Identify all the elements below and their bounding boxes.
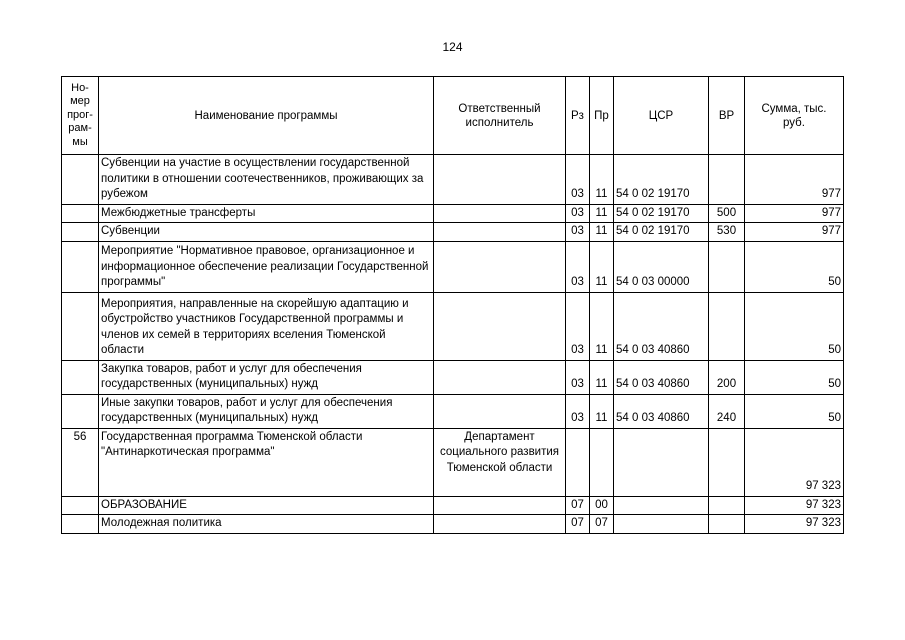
cell-pr: 00	[590, 496, 614, 515]
table-row	[62, 394, 844, 428]
cell-exec	[434, 394, 566, 428]
cell-name: ОБРАЗОВАНИЕ	[99, 496, 434, 515]
cell-exec	[434, 292, 566, 360]
header-expense-type: ВР	[709, 77, 745, 155]
cell-pr: 11	[590, 394, 614, 428]
table-row	[62, 241, 844, 292]
cell-sum: 97 323	[745, 428, 844, 496]
cell-vr: 500	[709, 204, 745, 223]
cell-vr: 530	[709, 223, 745, 242]
cell-rz: 03	[566, 292, 590, 360]
cell-vr	[709, 428, 745, 496]
cell-sum: 977	[745, 223, 844, 242]
cell-exec	[434, 204, 566, 223]
cell-sum: 97 323	[745, 496, 844, 515]
cell-csr: 54 0 02 19170	[614, 223, 709, 242]
cell-name: Молодежная политика	[99, 515, 434, 534]
cell-rz: 03	[566, 394, 590, 428]
table-header-row	[62, 77, 844, 155]
cell-name: Закупка товаров, работ и услуг для обеспечения государственных (муниципальных) нужд	[99, 360, 434, 394]
cell-exec	[434, 223, 566, 242]
cell-sum: 97 323	[745, 515, 844, 534]
cell-sum: 50	[745, 360, 844, 394]
cell-num	[62, 496, 99, 515]
header-amount: Сумма, тыс. руб.	[745, 77, 844, 155]
cell-rz: 03	[566, 155, 590, 205]
cell-vr	[709, 292, 745, 360]
cell-csr	[614, 428, 709, 496]
cell-rz: 07	[566, 496, 590, 515]
cell-pr: 11	[590, 360, 614, 394]
cell-rz: 03	[566, 360, 590, 394]
header-program-name: Наименование программы	[99, 77, 434, 155]
header-program-number: Но-мер прог-рам-мы	[62, 77, 99, 155]
cell-exec	[434, 155, 566, 205]
table-row	[62, 204, 844, 223]
table-row	[62, 360, 844, 394]
cell-pr: 11	[590, 204, 614, 223]
cell-num	[62, 241, 99, 292]
page-number: 124	[442, 40, 463, 54]
cell-name: Государственная программа Тюменской области "Антинаркотическая программа"	[99, 428, 434, 496]
cell-csr: 54 0 02 19170	[614, 155, 709, 205]
cell-num	[62, 360, 99, 394]
cell-exec	[434, 515, 566, 534]
cell-pr	[590, 428, 614, 496]
cell-num	[62, 292, 99, 360]
cell-pr: 07	[590, 515, 614, 534]
cell-num: 56	[62, 428, 99, 496]
cell-exec	[434, 496, 566, 515]
table-row-subsection	[62, 515, 844, 534]
cell-num	[62, 515, 99, 534]
cell-csr: 54 0 03 40860	[614, 292, 709, 360]
cell-csr: 54 0 03 40860	[614, 360, 709, 394]
table-row	[62, 292, 844, 360]
cell-num	[62, 394, 99, 428]
cell-exec: Департамент социального развития Тюменской области	[434, 428, 566, 496]
cell-name: Мероприятия, направленные на скорейшую адаптацию и обустройство участников Государственной программы и членов их семей в территориях вселения Тюменской области	[99, 292, 434, 360]
cell-csr	[614, 496, 709, 515]
cell-exec	[434, 241, 566, 292]
cell-csr	[614, 515, 709, 534]
cell-name: Субвенции на участие в осуществлении государственной политики в отношении соотечественников, проживающих за рубежом	[99, 155, 434, 205]
table-row-program	[62, 428, 844, 496]
header-executor: Ответственный исполнитель	[434, 77, 566, 155]
header-subsection: Пр	[590, 77, 614, 155]
cell-csr: 54 0 03 00000	[614, 241, 709, 292]
cell-vr	[709, 515, 745, 534]
cell-sum: 50	[745, 394, 844, 428]
header-section: Рз	[566, 77, 590, 155]
cell-sum: 50	[745, 292, 844, 360]
cell-sum: 977	[745, 204, 844, 223]
cell-pr: 11	[590, 155, 614, 205]
cell-rz: 03	[566, 241, 590, 292]
cell-num	[62, 155, 99, 205]
table-row-section	[62, 496, 844, 515]
cell-csr: 54 0 02 19170	[614, 204, 709, 223]
cell-pr: 11	[590, 223, 614, 242]
cell-name: Субвенции	[99, 223, 434, 242]
cell-sum: 50	[745, 241, 844, 292]
cell-num	[62, 204, 99, 223]
cell-csr: 54 0 03 40860	[614, 394, 709, 428]
cell-vr	[709, 496, 745, 515]
cell-vr: 200	[709, 360, 745, 394]
cell-pr: 11	[590, 241, 614, 292]
table-row	[62, 155, 844, 205]
header-target-article: ЦСР	[614, 77, 709, 155]
cell-name: Межбюджетные трансферты	[99, 204, 434, 223]
cell-exec	[434, 360, 566, 394]
cell-name: Мероприятие "Нормативное правовое, организационное и информационное обеспечение реализации Государственной программы"	[99, 241, 434, 292]
cell-num	[62, 223, 99, 242]
cell-vr	[709, 241, 745, 292]
cell-pr: 11	[590, 292, 614, 360]
cell-sum: 977	[745, 155, 844, 205]
table-row	[62, 223, 844, 242]
cell-vr: 240	[709, 394, 745, 428]
budget-table	[61, 76, 844, 534]
cell-rz: 03	[566, 204, 590, 223]
cell-vr	[709, 155, 745, 205]
cell-name: Иные закупки товаров, работ и услуг для обеспечения государственных (муниципальных) нужд	[99, 394, 434, 428]
cell-rz	[566, 428, 590, 496]
cell-rz: 07	[566, 515, 590, 534]
cell-rz: 03	[566, 223, 590, 242]
